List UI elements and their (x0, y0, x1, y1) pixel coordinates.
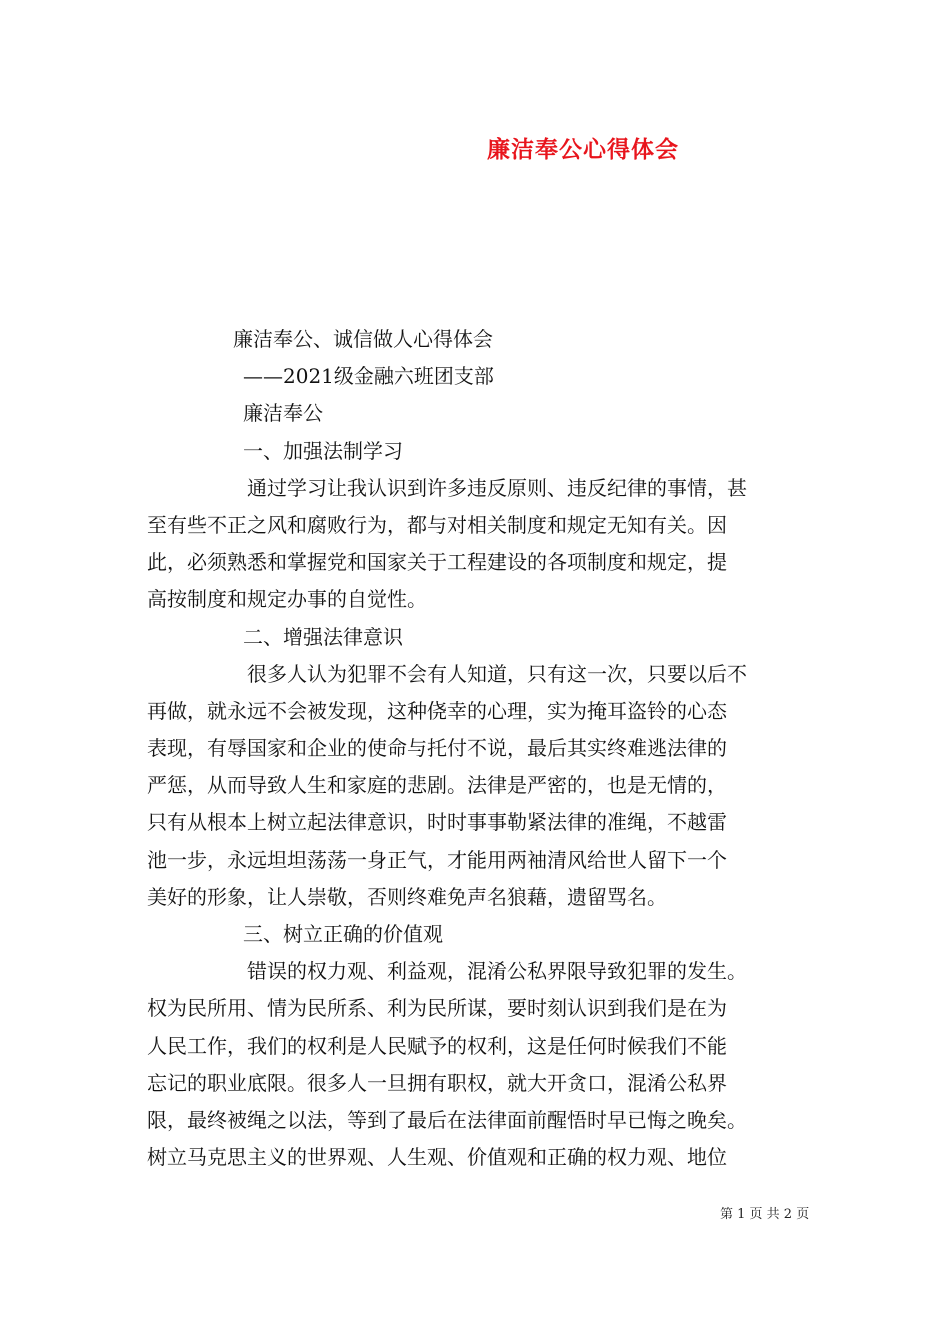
paragraph-line: 此，必须熟悉和掌握党和国家关于工程建设的各项制度和规定，提 (147, 550, 727, 575)
section-heading: 一、加强法制学习 (243, 438, 403, 463)
paragraph-line: 再做，就永远不会被发现，这种侥幸的心理，实为掩耳盗铃的心态 (147, 698, 727, 723)
section-heading: 二、增强法律意识 (243, 624, 403, 649)
document-body (147, 321, 807, 1176)
paragraph-line: 人民工作，我们的权利是人民赋予的权利，这是任何时候我们不能 (147, 1033, 727, 1058)
section-heading: 廉洁奉公 (243, 401, 323, 426)
paragraph-line: 只有从根本上树立起法律意识，时时事事勒紧法律的准绳，不越雷 (147, 810, 727, 835)
paragraph-line: 表现，有辱国家和企业的使命与托付不说，最后其实终难逃法律的 (147, 736, 727, 761)
paragraph-line: 很多人认为犯罪不会有人知道，只有这一次，只要以后不 (247, 661, 747, 686)
paragraph-line: 至有些不正之风和腐败行为，都与对相关制度和规定无知有关。因 (147, 512, 727, 537)
paragraph-line: 权为民所用、情为民所系、利为民所谋，要时刻认识到我们是在为 (147, 996, 727, 1021)
page-title: 廉洁奉公心得体会 (487, 137, 679, 163)
paragraph-line: 通过学习让我认识到许多违反原则、违反纪律的事情，甚 (247, 475, 747, 500)
paragraph-line: 美好的形象，让人崇敬，否则终难免声名狼藉，遗留骂名。 (147, 884, 667, 909)
author-line: ——2021级金融六班团支部 (243, 364, 494, 389)
paragraph-line: 限，最终被绳之以法，等到了最后在法律面前醒悟时早已悔之晚矣。 (147, 1107, 747, 1132)
paragraph-line: 错误的权力观、利益观，混淆公私界限导致犯罪的发生。 (247, 959, 747, 984)
paragraph-line: 池一步，永远坦坦荡荡一身正气，才能用两袖清风给世人留下一个 (147, 847, 727, 872)
paragraph-line: 高按制度和规定办事的自觉性。 (147, 587, 427, 612)
paragraph-line: 严惩，从而导致人生和家庭的悲剧。法律是严密的，也是无情的， (147, 773, 727, 798)
subtitle: 廉洁奉公、诚信做人心得体会 (233, 327, 493, 351)
paragraph-line: 忘记的职业底限。很多人一旦拥有职权，就大开贪口，混淆公私界 (147, 1070, 727, 1095)
page-number: 第 1 页 共 2 页 (720, 1207, 810, 1222)
section-heading: 三、树立正确的价值观 (243, 922, 443, 946)
paragraph-line: 树立马克思主义的世界观、人生观、价值观和正确的权力观、地位 (147, 1145, 727, 1170)
